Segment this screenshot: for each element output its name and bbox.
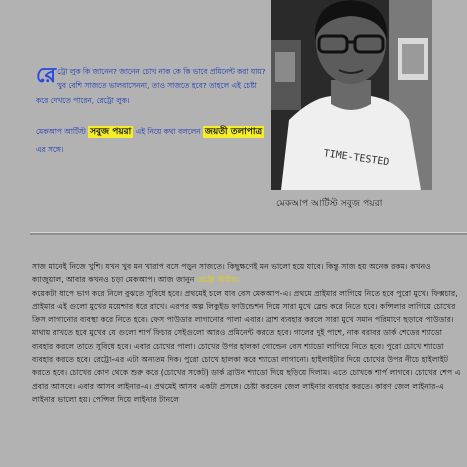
credit-line: [36, 123, 268, 158]
dropcap: রে: [36, 62, 57, 87]
interviewer-name: জয়তী তলাপাত্র: [204, 127, 263, 137]
lead-accent: রেট্রো স্টাইল।: [196, 275, 240, 285]
intro-text: [36, 62, 268, 108]
artist-name: সবুজ পয়রা: [90, 127, 132, 137]
section-divider: [30, 232, 467, 235]
main-paragraph: কয়েকটা ধাপে ভাগ করে নিলে বুঝতে সুবিধে হবে। প্রথমেই চলে যাব বেস মেকআপ-এ। প্রথমে প্রাইমার লাগিয়ে নিতে হবে পুরো মুখে। ফিক্সচার, প্রাইমার এই গুলো মুখের ময়েশ্চার ধরে রাখে। এরপর অল্প লিকুইড ফাউন্ডেশন দিয়ে সারা মুখে ব্লেন্ড করে নিতে হবে। কন্সিলার লাগিয়ে চোখের ক্রিস লাগানোর ব্যবস্থা করে নিতে হবে। ফেস পাউডার লাগানোর পালা এবার। ব্রাশ ব্যবহার করলে সারা মুখে সমান পরিমাণে ছড়াবে পাউডার। মাথায় রাখতে হবে মুখের যে গুলো শার্প ফিচার সেইগুলো আরও প্রমিনেন্ট করতে হবে। গালের দুই পাশে, নাক বরাবর ডার্ক শেডের শ্যাডো ব্যবহার করলে তাতে সুবিধে হবে। এবার চোখের পালা। চোখের উপর হালকা গোল্ডেন বেস শ্যাডো লাগিয়ে নিতে হবে। পুরো চোখে শ্যাডো ব্যবহার করতে হবে। রেট্রো-এর এটা অন্যতম দিক। পুরো চোখে হালকা করে শ্যাডো লাগানো। হাইলাইটার দিয়ে চোখের উপর নীচে হাইলাইট করতে হবে। চোখের কোণ থেকে শুরু করে (চোখের সকেট) ডার্ক ব্রাউন শ্যাডো দিয়ে ছড়িয়ে দিলাম। এতে চোখকে শার্প লাগবে। চোখের শেপ এ প্রবার আসবে। এবার আসব লাইনার-এ। প্রথমেই আসব একটা প্রসঙ্গে। চেষ্টা করবেন জেল লাইনার ব্যবহার করতে। কারণ জেল লাইনার-এ লাইনার ভালো হয়। পেন্সিল দিয়ে লাইনার টানলে: [32, 288, 461, 404]
photo-caption: মেকআপ আর্টিস্ট সবুজ পয়রা: [276, 198, 383, 209]
portrait-photo: [271, 0, 432, 190]
shirt-print: TIME-TESTED: [322, 148, 390, 169]
intro-body: ট্রো লুক কি জানেন? জানেন চোখ নাক কে কি ভাবে প্রমিনেন্ট করা যায়? খুব বেশি সাজতে ভালবাসেননা, তাও সাজতে হবে? তাহলে এই চেষ্টা করে দেখতে পারেন, রেট্রো লুক।: [36, 67, 266, 105]
credit-before: মেকআপ আর্টিস্ট: [36, 127, 86, 136]
credit-middle: এই নিয়ে কথা বললেন: [135, 127, 201, 136]
lead-text: সাজ মানেই নিজে খুশি। যখন খুব মন খারাপ বসে পড়ুন সাজতে। কিছুক্ষণেই মন ভালো হয়ে যাবে। কিন্তু সাজ হয় অনেক রকম। কখনও ক্যাজুয়াল, আবার কখনও চড়া মেকআপ। আজ জানুন: [32, 262, 431, 285]
article-body: [32, 260, 462, 406]
portrait-image: [271, 0, 432, 190]
lead-paragraph: [32, 260, 462, 287]
credit-after: এর সঙ্গে।: [36, 145, 64, 154]
